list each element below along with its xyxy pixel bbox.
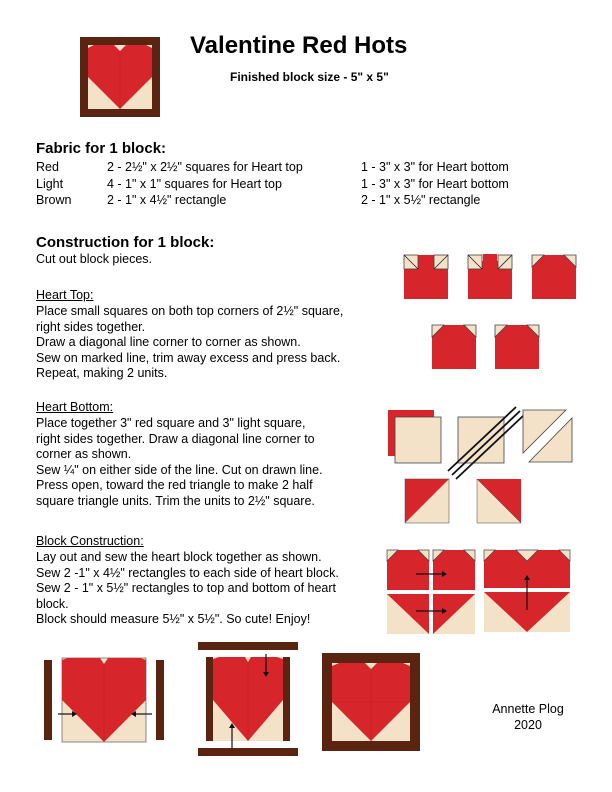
author-credit [486,702,570,733]
heart-bottom-heading: Heart Bottom: [36,400,114,414]
step-line: Sew 2 -1" x 4½" rectangles to each side of heart block. [36,565,339,580]
step-line: Sew on marked line, trim away excess and press back. [36,350,341,365]
heart-bottom-steps [36,416,323,509]
fabric-heading: Fabric for 1 block: [36,140,167,157]
step-line: Draw a diagonal line corner to corner as shown. [36,335,301,349]
step-line: corner as shown. [36,447,132,461]
construction-intro: Cut out block pieces. [36,252,153,266]
top-bottom-borders-diagram [198,642,300,758]
fabric-name: Light [36,177,64,191]
step-line: Block should measure 5½" x 5½". So cute! Enjoy! [36,612,311,626]
fabric-cut-2: 2 - 1" x 5½" rectangle [361,193,481,207]
construction-heading: Construction for 1 block: [36,234,215,251]
author-name: Annette Plog [492,702,564,716]
finished-block-diagram [322,653,420,751]
step-line: square triangle units. Trim the units to 2½" square. [36,493,315,508]
fabric-name: Brown [36,193,72,207]
heart-top-heading: Heart Top: [36,288,94,302]
step-line: right sides together. Draw a diagonal line corner to [36,431,315,446]
step-line: right sides together. [36,319,146,334]
fabric-cut-1: 2 - 2½" x 2½" squares for Heart top [107,160,303,174]
step-line: block. [36,596,69,611]
author-year: 2020 [514,717,542,732]
step-line: Lay out and sew the heart block together as shown. [36,550,322,564]
step-line: Place together 3" red square and 3" light square, [36,416,306,430]
step-line: Place small squares on both top corners of 2½" square, [36,304,344,318]
step-line: Press open, toward the red triangle to make 2 half [36,478,313,492]
fabric-name: Red [36,160,59,174]
fabric-cut-2: 1 - 3" x 3" for Heart bottom [361,160,509,174]
step-line: Sew 2 - 1" x 5½" rectangles to top and bottom of heart [36,581,337,595]
fabric-cut-2: 1 - 3" x 3" for Heart bottom [361,177,509,191]
block-construction-steps [36,550,339,628]
heart-top-steps [36,304,343,382]
heart-top-diagram [402,250,582,375]
side-borders-diagram [44,656,168,744]
block-assembly-diagram [386,548,576,638]
fabric-cut-1: 4 - 1" x 1" squares for Heart top [107,177,282,191]
step-line: Repeat, making 2 units. [36,366,168,380]
step-line: Sew ¼" on either side of the line. Cut on drawn line. [36,462,323,477]
block-construction-heading: Block Construction: [36,534,144,548]
fabric-cut-1: 2 - 1" x 4½" rectangle [107,193,227,207]
page-title: Valentine Red Hots [190,32,408,59]
heart-block-logo [80,37,160,117]
heart-bottom-diagram [388,405,588,525]
block-size-subtitle: Finished block size - 5" x 5" [230,70,389,84]
